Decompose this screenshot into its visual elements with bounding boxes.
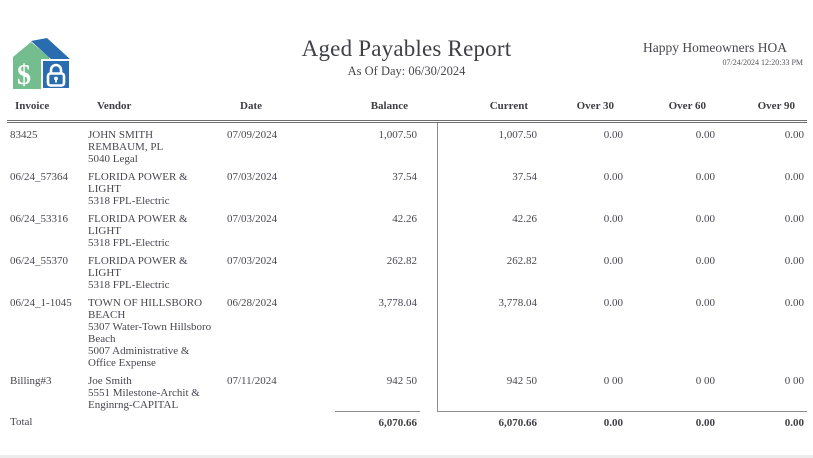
invoice-cell: 06/24_1-1045	[10, 297, 72, 309]
over-60-cell: 0.00	[695, 213, 715, 225]
over-30-cell: 0.00	[603, 129, 623, 141]
current-cell: 262.82	[437, 249, 540, 291]
header-current: Current	[437, 92, 540, 122]
over-90-cell: 0 00	[784, 375, 804, 387]
balance-cell: 942 50	[386, 375, 417, 387]
over-30-cell: 0.00	[603, 297, 623, 309]
over-90-cell: 0.00	[784, 129, 804, 141]
over-60-cell: 0 00	[695, 375, 715, 387]
over-30-cell: 0.00	[603, 213, 623, 225]
total-row	[7, 411, 807, 429]
table-row	[7, 165, 807, 207]
over-30-cell: 0.00	[603, 171, 623, 183]
divider-cell	[420, 165, 437, 207]
dollar-sign-icon: $	[17, 60, 31, 91]
current-cell: 1,007.50	[437, 122, 540, 166]
vendor-cell: TOWN OF HILLSBORO BEACH 5307 Water-Town Hillsboro Beach 5007 Administrative & Office Expense	[88, 297, 212, 369]
balance-cell: 3,778.04	[378, 297, 417, 309]
date-cell: 07/11/2024	[227, 375, 277, 387]
over-60-cell: 0.00	[695, 171, 715, 183]
divider-cell	[420, 207, 437, 249]
report-corner-info	[643, 40, 803, 67]
header-date: Date	[225, 92, 335, 122]
divider-cell	[420, 122, 437, 166]
header-over-60: Over 60	[626, 92, 718, 122]
invoice-cell: 06/24_57364	[10, 171, 69, 183]
total-over-90: 0.00	[718, 411, 807, 429]
over-60-cell: 0.00	[695, 297, 715, 309]
date-cell: 07/03/2024	[227, 255, 278, 267]
table-row	[7, 122, 807, 166]
total-label: Total	[10, 416, 33, 428]
header-invoice: Invoice	[7, 92, 83, 122]
company-name: Happy Homeowners HOA	[643, 40, 787, 55]
table-row	[7, 249, 807, 291]
print-timestamp: 07/24/2024 12:20:33 PM	[722, 58, 803, 67]
aged-payables-table	[7, 92, 807, 429]
header-vendor: Vendor	[83, 92, 225, 122]
current-cell: 42.26	[437, 207, 540, 249]
total-current: 6,070.66	[437, 411, 540, 429]
header-balance: Balance	[335, 92, 420, 122]
vendor-cell: FLORIDA POWER & LIGHT 5318 FPL-Electric	[88, 213, 188, 249]
balance-cell: 42.26	[392, 213, 417, 225]
current-cell: 3,778.04	[437, 291, 540, 369]
table-body	[7, 122, 807, 412]
invoice-cell: 06/24_55370	[10, 255, 69, 267]
table-row	[7, 369, 807, 411]
over-90-cell: 0.00	[784, 171, 804, 183]
over-90-cell: 0.00	[784, 213, 804, 225]
invoice-cell: 06/24_53316	[10, 213, 69, 225]
keyhole-stem-icon	[55, 79, 57, 83]
current-cell: 37.54	[437, 165, 540, 207]
balance-cell: 37.54	[392, 171, 417, 183]
divider-cell	[420, 291, 437, 369]
date-cell: 07/03/2024	[227, 171, 278, 183]
date-cell: 07/09/2024	[227, 129, 278, 141]
invoice-cell: Billing#3	[10, 375, 52, 387]
over-90-cell: 0.00	[784, 255, 804, 267]
table-header-row	[7, 92, 807, 122]
total-over-60: 0.00	[626, 411, 718, 429]
report-subtitle: As Of Day: 06/30/2024	[347, 64, 466, 78]
divider-cell	[420, 369, 437, 411]
over-60-cell: 0.00	[695, 255, 715, 267]
vendor-cell: JOHN SMITH REMBAUM, PL 5040 Legal	[88, 129, 164, 165]
vendor-cell: FLORIDA POWER & LIGHT 5318 FPL-Electric	[88, 171, 188, 207]
invoice-cell: 83425	[10, 129, 38, 141]
total-over-30: 0.00	[540, 411, 626, 429]
total-balance: 6,070.66	[335, 411, 420, 429]
total-date-cell	[225, 411, 335, 429]
over-90-cell: 0.00	[784, 297, 804, 309]
total-vendor-cell	[83, 411, 225, 429]
date-cell: 06/28/2024	[227, 297, 278, 309]
header-over-30: Over 30	[540, 92, 626, 122]
divider-cell	[420, 249, 437, 291]
header-over-90: Over 90	[718, 92, 807, 122]
balance-cell: 262.82	[386, 255, 417, 267]
balance-cell: 1,007.50	[378, 129, 417, 141]
table-row	[7, 207, 807, 249]
header-spacer	[420, 92, 437, 122]
over-30-cell: 0 00	[603, 375, 623, 387]
total-spacer-cell	[420, 411, 437, 429]
vendor-cell: Joe Smith 5551 Milestone-Archit & Enginrng-CAPITAL	[88, 375, 200, 411]
over-30-cell: 0.00	[603, 255, 623, 267]
current-cell: 942 50	[437, 369, 540, 411]
report-title: Aged Payables Report	[301, 36, 512, 61]
vendor-cell: FLORIDA POWER & LIGHT 5318 FPL-Electric	[88, 255, 188, 291]
over-60-cell: 0.00	[695, 129, 715, 141]
date-cell: 07/03/2024	[227, 213, 278, 225]
table-row	[7, 291, 807, 369]
